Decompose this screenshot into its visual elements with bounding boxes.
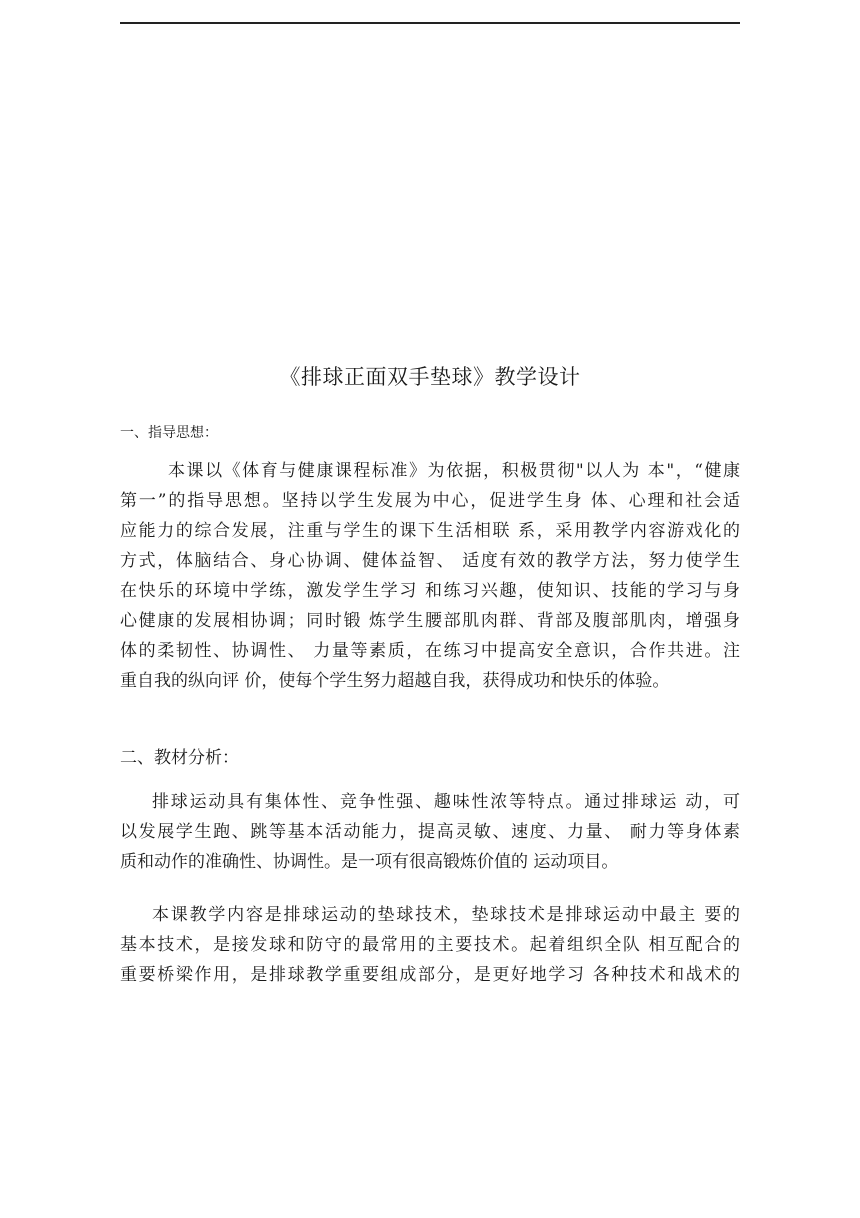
text-line: 重要桥梁作用，是排球教学重要组成部分，是更好地学习 各种技术和战术的: [120, 965, 740, 985]
section-heading-guiding-ideology: 一、指导思想：: [120, 425, 218, 441]
paragraph-material-analysis-1: [120, 787, 740, 877]
text-line: 重自我的纵向评 价，使每个学生努力超越自我，获得成功和快乐的体验。: [120, 671, 670, 691]
text-line: 以发展学生跑、跳等基本活动能力，提高灵敏、速度、力量、 耐力等身体素: [120, 822, 740, 842]
text-line: 体的柔韧性、协调性、 力量等素质，在练习中提高安全意识，合作共进。注: [120, 641, 740, 661]
paragraph-guiding-ideology: [120, 456, 740, 696]
text-line: 质和动作的准确性、协调性。是一项有很高锻炼价值的 运动项目。: [120, 852, 619, 872]
paragraph-material-analysis-2: [120, 900, 740, 990]
text-line: 方式，体脑结合、身心协调、健体益智、 适度有效的教学方法，努力使学生: [120, 551, 740, 571]
header-rule: [120, 22, 740, 24]
document-title: 《排球正面双手垫球》教学设计: [279, 365, 581, 389]
text-line: 本课以《体育与健康课程标准》为依据，积极贯彻"以人为 本"，“健康: [168, 461, 740, 481]
section-heading-material-analysis: 二、教材分析：: [120, 748, 239, 768]
text-line: 应能力的综合发展，注重与学生的课下生活相联 系，采用教学内容游戏化的: [120, 521, 740, 541]
text-line: 心健康的发展相协调；同时锻 炼学生腰部肌肉群、背部及腹部肌肉，增强身: [120, 611, 740, 631]
text-line: 排球运动具有集体性、竞争性强、趣味性浓等特点。通过排球运 动，可: [152, 792, 740, 812]
text-line: 本课教学内容是排球运动的垫球技术，垫球技术是排球运动中最主 要的: [152, 905, 740, 925]
text-line: 在快乐的环境中学练，激发学生学习 和练习兴趣，使知识、技能的学习与身: [120, 581, 740, 601]
text-line: 第一”的指导思想。坚持以学生发展为中心，促进学生身 体、心理和社会适: [120, 491, 740, 511]
text-line: 基本技术，是接发球和防守的最常用的主要技术。起着组织全队 相互配合的: [120, 935, 740, 955]
